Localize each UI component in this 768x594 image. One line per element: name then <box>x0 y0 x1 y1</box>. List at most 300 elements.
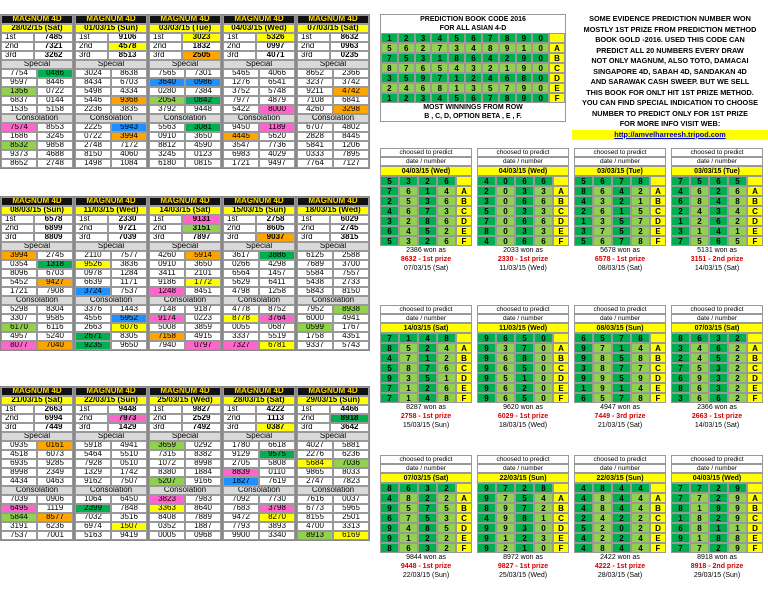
digit: 5 <box>399 196 418 206</box>
prize-label: 2nd <box>75 224 108 233</box>
result-date: 21/03/15 (Sat) <box>1 396 73 405</box>
consolation-row <box>75 332 147 341</box>
code-number: 3 <box>448 43 465 53</box>
code-number: 8 <box>381 63 398 73</box>
consolation-number: 8640 <box>185 504 221 513</box>
digit: 0 <box>496 236 515 246</box>
digit-row <box>574 333 666 343</box>
prize-number: 1832 <box>182 42 221 51</box>
digit: 7 <box>612 236 631 246</box>
row-tag: B <box>456 353 472 363</box>
top-prize-row <box>149 224 221 233</box>
code-number: 1 <box>431 53 448 63</box>
prize-label: 2nd <box>149 414 182 423</box>
consolation-row <box>75 341 147 350</box>
special-number: 5452 <box>1 278 37 287</box>
won-as: 2386 won as <box>406 247 446 254</box>
digit-row <box>380 186 472 196</box>
special-number: 0722 <box>37 87 73 96</box>
code-number: 4 <box>398 83 415 93</box>
special-number: 1535 <box>1 105 37 114</box>
digit: 9 <box>728 503 747 513</box>
digit-row <box>671 373 763 383</box>
special-number: 8096 <box>1 269 37 278</box>
evidence-line: AND SARAWAK CASH SWEEP. BUT WE SELL <box>590 77 750 86</box>
special-number: 1772 <box>185 278 221 287</box>
prize-number: 9827 <box>182 405 221 414</box>
digit: 5 <box>612 216 631 226</box>
digit: 2 <box>593 523 612 533</box>
row-tag: C <box>456 206 472 216</box>
code-number: 8 <box>482 43 499 53</box>
prediction-sub: date / number <box>671 464 763 473</box>
row-tag: B <box>650 353 666 363</box>
consolation-number: 7092 <box>223 495 259 504</box>
row-tag <box>650 176 666 186</box>
prize-label: 3rd <box>223 51 256 60</box>
digit: 8 <box>671 333 690 343</box>
special-row <box>297 450 369 459</box>
prize-number: 4222 <box>256 405 295 414</box>
consolation-header: Consolation <box>75 114 147 123</box>
result-date-ref: 28/03/15 (Sat) <box>597 572 643 579</box>
digit: 6 <box>496 383 515 393</box>
digit-row <box>380 373 472 383</box>
digit: 4 <box>690 343 709 353</box>
prediction-table <box>574 305 666 430</box>
special-row <box>75 450 147 459</box>
prize-label: 1st <box>149 405 182 414</box>
digit: 6 <box>534 236 553 246</box>
digit: 8 <box>631 236 650 246</box>
code-row <box>381 53 565 63</box>
digit: 1 <box>690 226 709 236</box>
digit: 5 <box>593 333 612 343</box>
prize-number: 7321 <box>34 42 73 51</box>
row-tag <box>553 333 569 343</box>
consolation-row <box>149 305 221 314</box>
consolation-number: 2225 <box>75 123 111 132</box>
digit: 2 <box>574 206 593 216</box>
digit: 7 <box>477 216 496 226</box>
row-tag: E <box>456 226 472 236</box>
special-row <box>75 251 147 260</box>
special-number: 9597 <box>1 78 37 87</box>
digit: 0 <box>496 206 515 216</box>
digit: 9 <box>728 483 747 493</box>
special-row <box>1 251 73 260</box>
digit-row <box>380 503 472 513</box>
prize-label: 3rd <box>75 233 108 242</box>
digit: 8 <box>631 333 650 343</box>
prize-label: 3rd <box>297 233 330 242</box>
prize-number: 6899 <box>34 224 73 233</box>
digit: 4 <box>574 196 593 206</box>
consolation-row <box>149 314 221 323</box>
result-date-ref: 29/03/15 (Sun) <box>693 572 741 579</box>
prize-number: 8605 <box>256 224 295 233</box>
special-number: 8839 <box>223 468 259 477</box>
digit: 6 <box>515 196 534 206</box>
special-number: 5914 <box>185 251 221 260</box>
prize-number: 2330 <box>108 215 147 224</box>
prize-label: 3rd <box>149 233 182 242</box>
consolation-number: 7683 <box>223 504 259 513</box>
digit-row <box>574 373 666 383</box>
consolation-row <box>297 123 369 132</box>
special-number: 0935 <box>1 441 37 450</box>
row-tag: B <box>549 53 565 63</box>
code-number: 7 <box>482 33 499 43</box>
special-header: Special <box>75 432 147 441</box>
evidence-line: MOSTLY 1ST PRIZE FROM PREDICTION METHOD <box>583 24 757 34</box>
prize-number: 2758 <box>256 215 295 224</box>
prize-number: 8809 <box>34 233 73 242</box>
special-row <box>75 269 147 278</box>
digit: 2 <box>728 216 747 226</box>
digit: 9 <box>477 333 496 343</box>
digit-row <box>671 196 763 206</box>
digit: 9 <box>728 493 747 503</box>
digit: 6 <box>690 186 709 196</box>
special-number: 0910 <box>149 260 185 269</box>
digit: 8 <box>593 363 612 373</box>
digit: 4 <box>399 226 418 236</box>
row-tag: D <box>747 373 763 383</box>
special-number: 4434 <box>1 477 37 486</box>
digit: 2 <box>728 373 747 383</box>
digit-row <box>671 176 763 186</box>
consolation-row <box>297 323 369 332</box>
code-number: 7 <box>398 63 415 73</box>
prediction-title: choosed to predict <box>671 148 763 157</box>
prize-result: 3151 - 2nd prize <box>690 256 744 263</box>
digit: 9 <box>477 353 496 363</box>
consolation-number: 0797 <box>185 341 221 350</box>
digit: 8 <box>593 543 612 553</box>
special-number: 8000 <box>259 105 295 114</box>
special-number: 5843 <box>297 287 333 296</box>
prize-label: 1st <box>297 215 330 224</box>
digit: 2 <box>631 226 650 236</box>
digit: 9 <box>631 373 650 383</box>
prize-number: 8513 <box>108 51 147 60</box>
consolation-number: 7848 <box>111 504 147 513</box>
row-tag: B <box>456 196 472 206</box>
consolation-number: 0722 <box>75 132 111 141</box>
prize-label: 2nd <box>1 42 34 51</box>
top-prize-row <box>297 423 369 432</box>
result-date: 15/03/15 (Sun) <box>223 206 295 215</box>
code-number: 3 <box>465 83 482 93</box>
consolation-number: 7001 <box>37 531 73 540</box>
consolation-number: 2748 <box>37 159 73 168</box>
row-tag: F <box>650 543 666 553</box>
code-number: 2 <box>499 53 516 63</box>
digit: 7 <box>593 343 612 353</box>
digit: 1 <box>515 543 534 553</box>
digit: 1 <box>399 533 418 543</box>
result-panel <box>148 196 222 351</box>
row-tag: B <box>747 353 763 363</box>
won-as: 8918 won as <box>697 554 737 561</box>
prize-result: 2330 - 1st prize <box>497 256 549 263</box>
prize-label: 3rd <box>149 423 182 432</box>
row-tag: A <box>456 493 472 503</box>
digit: 4 <box>690 353 709 363</box>
special-number: 6411 <box>259 278 295 287</box>
digit: 2 <box>418 176 437 186</box>
consolation-number: 1721 <box>223 159 259 168</box>
prediction-title: choosed to predict <box>671 455 763 464</box>
prediction-title: choosed to predict <box>380 305 472 314</box>
digit-row <box>477 493 569 503</box>
digit: 0 <box>534 333 553 343</box>
prediction-table <box>671 305 763 430</box>
consolation-number: 4802 <box>333 123 369 132</box>
consolation-number: 1084 <box>111 159 147 168</box>
prize-result: 9448 - 1st prize <box>400 563 452 570</box>
digit: 5 <box>380 363 399 373</box>
digit: 6 <box>515 236 534 246</box>
consolation-number: 0005 <box>149 531 185 540</box>
digit: 6 <box>399 186 418 196</box>
code-number: 7 <box>431 73 448 83</box>
prediction-date: 07/03/15 (Sat) <box>671 323 763 333</box>
prediction-date: 11/03/15 (Wed) <box>477 323 569 333</box>
prize-number: 5326 <box>256 33 295 42</box>
digit: 7 <box>671 483 690 493</box>
prize-label: 1st <box>1 215 34 224</box>
digit-row <box>671 503 763 513</box>
special-number: 0510 <box>111 459 147 468</box>
prize-label: 1st <box>149 33 182 42</box>
digit: 2 <box>631 513 650 523</box>
digit-row <box>477 186 569 196</box>
digit: 7 <box>631 363 650 373</box>
result-date: 07/03/15 (Sat) <box>297 24 369 33</box>
digit: 6 <box>671 373 690 383</box>
special-number: 1072 <box>149 459 185 468</box>
digit: 7 <box>399 353 418 363</box>
special-row <box>149 278 221 287</box>
digit: 1 <box>574 216 593 226</box>
consolation-row <box>223 123 295 132</box>
consolation-number: 7983 <box>185 495 221 504</box>
row-tag: A <box>650 186 666 196</box>
consolation-number: 0599 <box>297 323 333 332</box>
top-prize-row <box>223 215 295 224</box>
result-date-ref: 14/03/15 (Sat) <box>694 265 740 272</box>
result-header: MAGNUM 4D <box>297 387 369 396</box>
prize-label: 2nd <box>223 42 256 51</box>
digit: 3 <box>418 543 437 553</box>
code-number: 2 <box>398 33 415 43</box>
special-number: 2588 <box>333 251 369 260</box>
result-date: 11/03/15 (Wed) <box>75 206 147 215</box>
special-number: 2054 <box>149 96 185 105</box>
digit: 3 <box>709 383 728 393</box>
digit: 6 <box>690 333 709 343</box>
digit-row <box>574 503 666 513</box>
result-header: MAGNUM 4D <box>1 15 73 24</box>
digit-row <box>477 353 569 363</box>
row-tag: B <box>650 196 666 206</box>
digit: 2 <box>399 216 418 226</box>
row-tag: D <box>650 523 666 533</box>
won-as: 2422 won as <box>600 554 640 561</box>
digit-row <box>477 363 569 373</box>
digit: 2 <box>671 206 690 216</box>
special-number: 5881 <box>333 441 369 450</box>
consolation-number: 3081 <box>185 123 221 132</box>
top-prize-row <box>75 42 147 51</box>
digit: 6 <box>380 513 399 523</box>
consolation-header: Consolation <box>297 296 369 305</box>
digit: 8 <box>399 363 418 373</box>
special-row <box>75 287 147 296</box>
special-number: 0463 <box>37 477 73 486</box>
special-number: 5808 <box>259 459 295 468</box>
digit: 7 <box>690 493 709 503</box>
special-number: 7036 <box>333 459 369 468</box>
digit: 4 <box>418 333 437 343</box>
result-date-ref: 14/03/15 (Sat) <box>694 422 740 429</box>
consolation-row <box>297 314 369 323</box>
digit: 4 <box>612 493 631 503</box>
digit: 3 <box>593 196 612 206</box>
row-tag <box>549 33 565 43</box>
consolation-number: 0333 <box>297 150 333 159</box>
top-prize-row <box>223 233 295 242</box>
special-row <box>75 78 147 87</box>
digit-row <box>380 206 472 216</box>
prize-number: 6029 <box>330 215 369 224</box>
digit: 2 <box>728 383 747 393</box>
consolation-number: 3245 <box>37 132 73 141</box>
result-header: MAGNUM 4D <box>223 15 295 24</box>
consolation-number: 7895 <box>333 150 369 159</box>
prediction-digits <box>477 483 569 553</box>
top-prize-row <box>149 51 221 60</box>
special-number: 8638 <box>111 69 147 78</box>
digit: 3 <box>534 186 553 196</box>
digit: 1 <box>690 533 709 543</box>
code-number: 8 <box>448 53 465 63</box>
digit: 3 <box>515 523 534 533</box>
consolation-number: 5240 <box>37 332 73 341</box>
special-row <box>149 96 221 105</box>
digit: 6 <box>515 176 534 186</box>
code-number: 2 <box>482 63 499 73</box>
consolation-row <box>75 513 147 522</box>
special-row <box>149 87 221 96</box>
digit-row <box>477 523 569 533</box>
digit-row <box>671 333 763 343</box>
special-number: 5629 <box>223 278 259 287</box>
consolation-number: 0910 <box>149 132 185 141</box>
result-header: MAGNUM 4D <box>297 15 369 24</box>
digit: 6 <box>496 363 515 373</box>
prize-number: 2663 <box>34 405 73 414</box>
digit: 9 <box>380 503 399 513</box>
digit-row <box>477 533 569 543</box>
digit: 2 <box>418 493 437 503</box>
special-number: 0986 <box>185 78 221 87</box>
code-row <box>381 63 565 73</box>
special-number: 1276 <box>223 78 259 87</box>
digit: 8 <box>728 533 747 543</box>
code-row <box>381 73 565 83</box>
result-date: 14/03/15 (Sat) <box>149 206 221 215</box>
digit: 8 <box>399 493 418 503</box>
consolation-number: 3893 <box>259 522 295 531</box>
digit: 0 <box>534 373 553 383</box>
special-number: 3724 <box>75 287 111 296</box>
consolation-row <box>75 495 147 504</box>
prize-result: 8918 - 2nd prize <box>690 563 744 570</box>
consolation-row <box>149 159 221 168</box>
consolation-number: 4351 <box>333 332 369 341</box>
prize-label: 3rd <box>297 423 330 432</box>
special-row <box>297 459 369 468</box>
row-tag: D <box>456 373 472 383</box>
digit: 2 <box>709 513 728 523</box>
digit-row <box>380 533 472 543</box>
prize-result: 6578 - 1st prize <box>594 256 646 263</box>
consolation-row <box>297 495 369 504</box>
special-row <box>297 87 369 96</box>
digit: 8 <box>380 543 399 553</box>
top-prize-row <box>1 42 73 51</box>
consolation-number: 9585 <box>37 314 73 323</box>
digit: 1 <box>631 196 650 206</box>
digit: 6 <box>574 393 593 403</box>
digit: 8 <box>631 176 650 186</box>
row-tag: C <box>456 363 472 373</box>
special-row <box>297 287 369 296</box>
prediction-table <box>380 305 472 430</box>
digit: 5 <box>690 176 709 186</box>
prize-label: 3rd <box>149 51 182 60</box>
consolation-number: 8077 <box>1 341 37 350</box>
consolation-row <box>149 341 221 350</box>
won-as: 2366 won as <box>697 404 737 411</box>
code-number: 7 <box>499 83 516 93</box>
row-tag: F <box>747 236 763 246</box>
digit: 8 <box>690 196 709 206</box>
digit: 1 <box>515 373 534 383</box>
top-prize-row <box>1 405 73 414</box>
digit: 8 <box>477 226 496 236</box>
special-number: 1721 <box>1 287 37 296</box>
digit-row <box>574 186 666 196</box>
consolation-row <box>1 159 73 168</box>
digit: 3 <box>437 513 456 523</box>
digit: 8 <box>593 503 612 513</box>
digit: 2 <box>709 493 728 503</box>
consolation-row <box>75 504 147 513</box>
consolation-number: 3547 <box>223 141 259 150</box>
consolation-number: 6180 <box>149 159 185 168</box>
digit: 2 <box>437 483 456 493</box>
digit: 4 <box>574 483 593 493</box>
prediction-title: choosed to predict <box>380 148 472 157</box>
digit: 9 <box>593 373 612 383</box>
consolation-number: 5008 <box>149 323 185 332</box>
consolation-number: 6974 <box>75 522 111 531</box>
row-tag <box>553 176 569 186</box>
